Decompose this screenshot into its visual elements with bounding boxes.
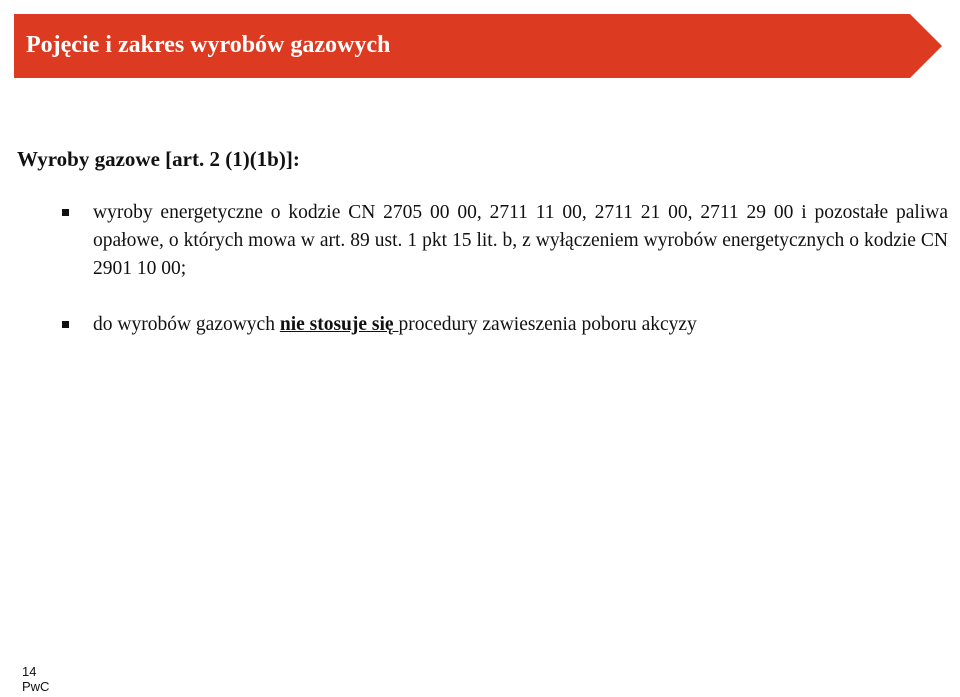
bullet-item-cn-codes: [62, 199, 948, 283]
company-name: PwC: [22, 679, 50, 694]
bullet-text: [93, 314, 697, 335]
bullet-text-emphasis: nie stosuje się: [279, 314, 399, 335]
slide-title: Pojęcie i zakres wyrobów gazowych: [26, 32, 391, 58]
bullet-list: [62, 199, 948, 339]
square-bullet-icon: [62, 321, 69, 328]
page-number: 14: [22, 664, 37, 679]
slide-footer: [22, 664, 49, 694]
section-heading: Wyroby gazowe [art. 2 (1)(1b)]:: [17, 147, 300, 171]
bullet-text: wyroby energetyczne o kodzie CN 2705 00 00, 2711 11 00, 2711 21 00, 2711 29 00 i pozostałe paliwa opałowe, o których mowa w art. 89 ust. 1 pkt 15 lit. b, z wyłączeniem wyrobów energetycznych o kodzie CN 2901 10 00;: [93, 202, 948, 279]
bullet-text-suffix: procedury zawieszenia poboru akcyzy: [398, 314, 697, 335]
square-bullet-icon: [62, 209, 69, 216]
bullet-item-procedure: [62, 311, 948, 339]
bullet-text-prefix: do wyrobów gazowych: [93, 314, 280, 335]
